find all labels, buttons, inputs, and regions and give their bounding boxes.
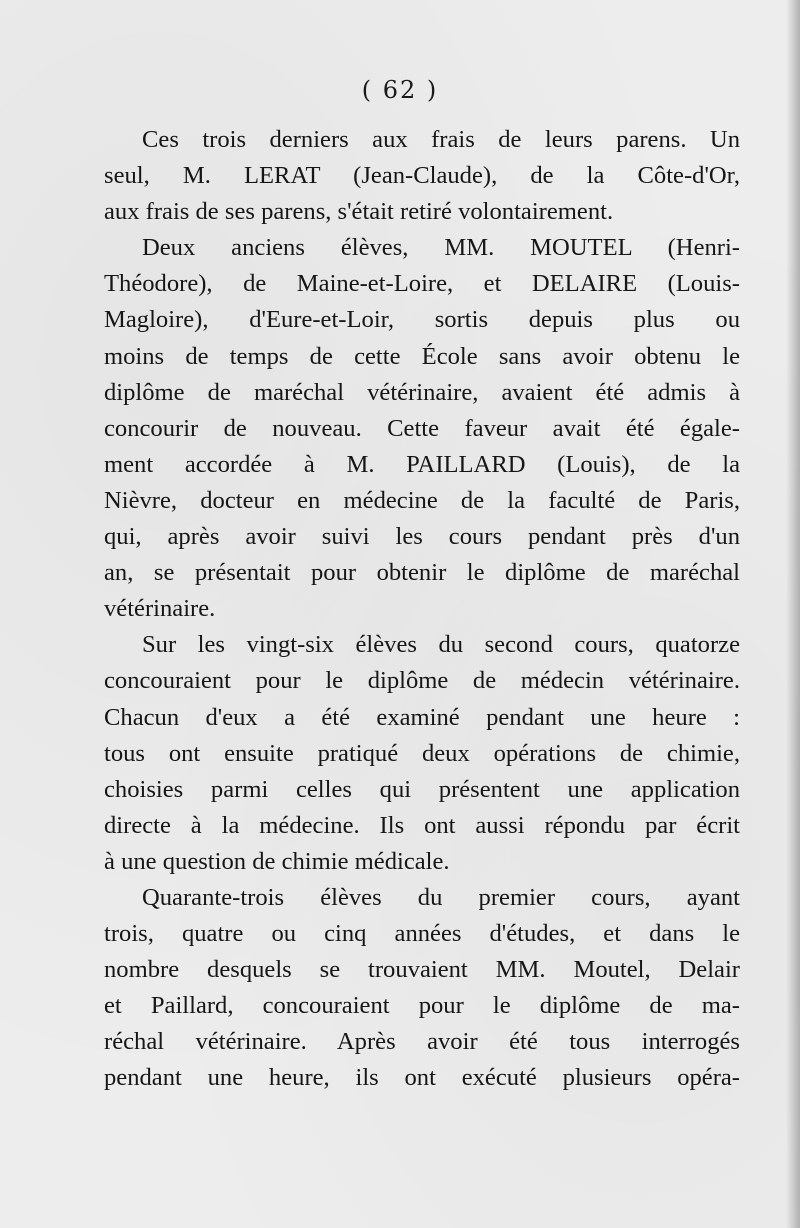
- text-line: Ces trois derniers aux frais de leurs parens. Un: [142, 126, 740, 153]
- text-line: an, se présentait pour obtenir le diplôme de maréchal: [104, 559, 740, 587]
- page-number: ( 62 ): [361, 76, 439, 104]
- text-line: pendant une heure, ils ont exécuté plusieurs opéra-: [104, 1064, 740, 1092]
- text-line: diplôme de maréchal vétérinaire, avaient été admis à: [104, 378, 740, 406]
- text-line: à une question de chimie médicale.: [104, 847, 450, 875]
- text-line: concourir de nouveau. Cette faveur avait été égale-: [104, 414, 740, 442]
- page-edge-shadow: [786, 0, 800, 1228]
- text-line: concouraient pour le diplôme de médecin vétérinaire.: [104, 667, 740, 695]
- text-line: Deux anciens élèves, MM. MOUTEL (Henri-: [142, 234, 740, 262]
- text-line: nombre desquels se trouvaient MM. Moutel, Delair: [104, 956, 740, 984]
- text-line: Chacun d'eux a été examiné pendant une heure :: [104, 703, 740, 731]
- text-line: choisies parmi celles qui présentent une application: [104, 775, 740, 803]
- text-line: Quarante-trois élèves du premier cours, ayant: [142, 883, 740, 911]
- text-line: seul, M. LERAT (Jean-Claude), de la Côte-d'Or,: [104, 162, 740, 190]
- text-line: qui, après avoir suivi les cours pendant près d'un: [104, 523, 740, 551]
- text-line: Théodore), de Maine-et-Loire, et DELAIRE (Louis-: [104, 270, 740, 298]
- text-line: ment accordée à M. PAILLARD (Louis), de la: [104, 450, 740, 478]
- text-line: et Paillard, concouraient pour le diplôme de ma-: [104, 992, 740, 1020]
- text-line: directe à la médecine. Ils ont aussi répondu par écrit: [104, 811, 740, 839]
- text-line: Nièvre, docteur en médecine de la faculté de Paris,: [104, 486, 740, 514]
- text-line: trois, quatre ou cinq années d'études, et dans le: [104, 920, 740, 948]
- text-line: Sur les vingt-six élèves du second cours, quatorze: [142, 631, 740, 659]
- text-line: réchal vétérinaire. Après avoir été tous interrogés: [104, 1028, 740, 1056]
- text-line: vétérinaire.: [104, 595, 216, 623]
- text-line: moins de temps de cette École sans avoir obtenu le: [104, 342, 740, 370]
- text-line: Magloire), d'Eure-et-Loir, sortis depuis plus ou: [104, 306, 740, 334]
- body-text: [104, 122, 740, 1097]
- text-line: aux frais de ses parens, s'était retiré volontairement.: [104, 198, 614, 226]
- text-line: tous ont ensuite pratiqué deux opérations de chimie,: [104, 739, 740, 767]
